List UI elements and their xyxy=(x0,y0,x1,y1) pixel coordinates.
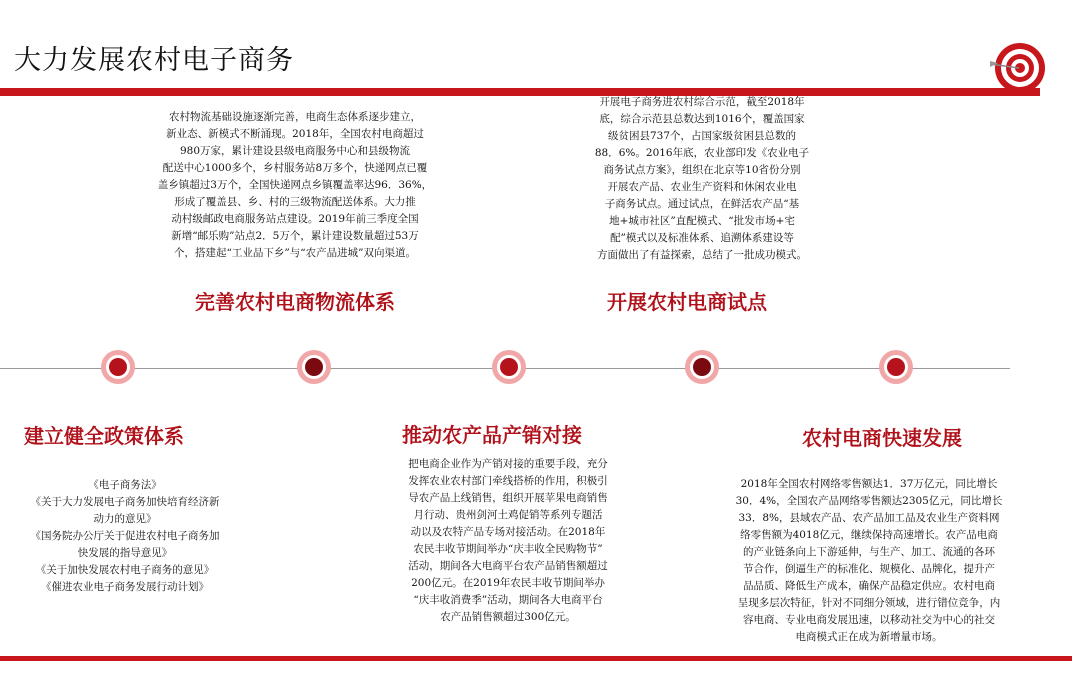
timeline-node xyxy=(297,350,331,384)
header-divider xyxy=(0,88,1040,96)
heading-pilot: 开展农村电商试点 xyxy=(607,290,767,314)
heading-growth: 农村电商快速发展 xyxy=(802,426,962,450)
timeline-node xyxy=(492,350,526,384)
timeline-node xyxy=(879,350,913,384)
section-text-pilot: 开展电子商务进农村综合示范，截至2018年 底，综合示范县总数达到1016个，覆盖国家 级贫困县737个，占国家级贫困县总数的 88．6%。2016年底，农业部印发《农业电子 商务试点方案》，组织在北京等10省份分别 开展农产品、农业生产资料和休闲农业电 子商务试点。通过试点，在鲜活农产品“基 地+城市社区”直配模式、“批发市场+宅 配”模式以及标准体系、追溯体系建设等 方面做出了有益探索，总结了一批成功模式。 xyxy=(594,96,810,261)
timeline-node xyxy=(685,350,719,384)
section-text-policy: 《电子商务法》 《关于大力发展电子商务加快培育经济新 动力的意见》 《国务院办公厅关于促进农村电子商务加 快发展的指导意见》 《关于加快发展农村电子商务的意见》 《催进农业电子商务发展行动计划》 xyxy=(30,479,220,593)
timeline-node xyxy=(101,350,135,384)
section-text-matching: 把电商企业作为产销对接的重要手段，充分 发挥农业农村部门牵线搭桥的作用，积极引 导农产品上线销售，组织开展苹果电商销售 月行动、贵州剑河土鸡促销等系列专题活 动以及农特产品专场对接活动。在2018年 农民丰收节期间举办“庆丰收全民购物节” 活动，期间各大电商平台农产品销售额超过 200亿元。在2019年农民丰收节期间举办 “庆丰收消费季”活动，期间各大电商平台 农产品销售额超过300亿元。 xyxy=(408,458,608,623)
heading-logistics: 完善农村电商物流体系 xyxy=(195,290,395,314)
footer-divider xyxy=(0,656,1072,661)
page-title: 大力发展农村电子商务 xyxy=(14,45,294,76)
heading-matching: 推动农产品产销对接 xyxy=(402,423,582,447)
section-text-logistics: 农村物流基础设施逐渐完善，电商生态体系逐步建立， 新业态、新模式不断涌现。2018年，全国农村电商超过 980万家，累计建设县级电商服务中心和县级物流 配送中心1000多个，乡村服务站8万多个，快递网点已覆 盖乡镇超过3万个，全国快递网点乡镇覆盖率达96．36%， 形成了覆盖县、乡、村的三级物流配送体系。大力推 动村级邮政电商服务站点建设。2019年前三季度全国 新增“邮乐购”站点2．5万个，累计建设数量超过53万 个，搭建起“工业品下乡”与“农产品进城”双向渠道。 xyxy=(157,111,433,259)
heading-policy: 建立健全政策体系 xyxy=(24,424,184,448)
section-text-growth: 2018年全国农村网络零售额达1．37万亿元，同比增长 30．4%，全国农产品网络零售额达2305亿元，同比增长 33．8%，县域农产品、农产品加工品及农业生产资料网 络零售额为4018亿元，继续保持高速增长。农产品电商 的产业链条向上下游延伸，与生产、加工、流通的各环 节合作，倒逼生产的标准化、规模化、品牌化，提升产 品品质、降低生产成本，确保产品稳定供应。农村电商 呈现多层次特征，针对不同细分领域，进行错位竞争，内 容电商、专业电商发展迅速，以移动社交为中心的社交 电商模式正在成为新增量市场。 xyxy=(735,478,1003,643)
